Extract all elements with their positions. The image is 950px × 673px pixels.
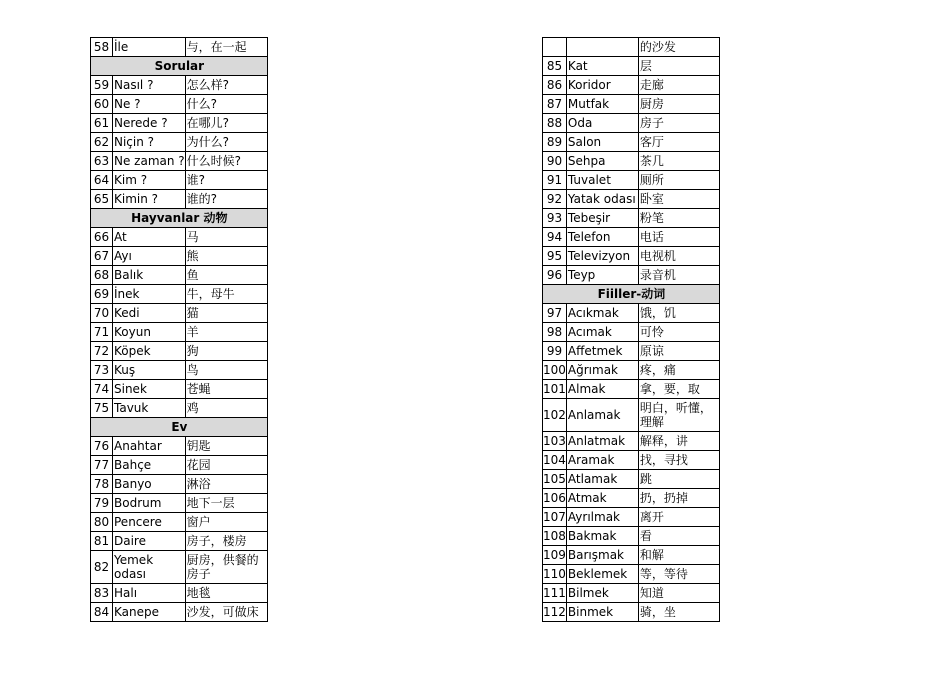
chinese-meaning-cell: 猫: [185, 304, 267, 323]
table-row: [91, 190, 268, 209]
row-number-cell: 88: [543, 114, 567, 133]
turkish-word-cell: Salon: [566, 133, 638, 152]
turkish-word-cell: Anlamak: [566, 399, 638, 432]
section-title: Fiiller-动词: [543, 285, 720, 304]
turkish-word-cell: Aramak: [566, 451, 638, 470]
table-row: [91, 532, 268, 551]
section-header-row: [91, 209, 268, 228]
chinese-meaning-cell: 窗户: [185, 513, 267, 532]
turkish-word-cell: Barışmak: [566, 546, 638, 565]
turkish-word-cell: Bahçe: [113, 456, 186, 475]
turkish-word-cell: İnek: [113, 285, 186, 304]
turkish-word-cell: Köpek: [113, 342, 186, 361]
turkish-word-cell: Kanepe: [113, 603, 186, 622]
chinese-meaning-cell: 厨房，供餐的房子: [185, 551, 267, 584]
turkish-word-cell: Ağrımak: [566, 361, 638, 380]
turkish-word-cell: Anlatmak: [566, 432, 638, 451]
chinese-meaning-cell: 原谅: [638, 342, 719, 361]
table-row: [91, 603, 268, 622]
table-row: [543, 247, 720, 266]
table-row: [91, 323, 268, 342]
row-number-cell: 68: [91, 266, 113, 285]
row-number-cell: 74: [91, 380, 113, 399]
row-number-cell: 101: [543, 380, 567, 399]
chinese-meaning-cell: 电话: [638, 228, 719, 247]
row-number-cell: 96: [543, 266, 567, 285]
turkish-word-cell: Nerede ?: [113, 114, 186, 133]
table-row: [91, 342, 268, 361]
turkish-word-cell: Sinek: [113, 380, 186, 399]
chinese-meaning-cell: 怎么样?: [185, 76, 267, 95]
row-number-cell: 64: [91, 171, 113, 190]
chinese-meaning-cell: 骑，坐: [638, 603, 719, 622]
chinese-meaning-cell: 在哪儿?: [185, 114, 267, 133]
turkish-word-cell: Mutfak: [566, 95, 638, 114]
row-number-cell: 58: [91, 38, 113, 57]
table-row: [543, 432, 720, 451]
turkish-word-cell: Anahtar: [113, 437, 186, 456]
table-row: [543, 361, 720, 380]
row-number-cell: 112: [543, 603, 567, 622]
row-number-cell: 63: [91, 152, 113, 171]
turkish-word-cell: Yatak odası: [566, 190, 638, 209]
row-number-cell: 93: [543, 209, 567, 228]
turkish-word-cell: Acımak: [566, 323, 638, 342]
row-number-cell: 65: [91, 190, 113, 209]
turkish-word-cell: Binmek: [566, 603, 638, 622]
table-row: [91, 247, 268, 266]
left-vocabulary-table: [90, 37, 268, 622]
row-number-cell: 73: [91, 361, 113, 380]
turkish-word-cell: Tavuk: [113, 399, 186, 418]
table-row: [91, 494, 268, 513]
row-number-cell: 69: [91, 285, 113, 304]
chinese-meaning-cell: 找，寻找: [638, 451, 719, 470]
chinese-meaning-cell: 疼，痛: [638, 361, 719, 380]
chinese-meaning-cell: 花园: [185, 456, 267, 475]
table-row: [543, 57, 720, 76]
row-number-cell: 76: [91, 437, 113, 456]
table-row: [543, 38, 720, 57]
chinese-meaning-cell: 谁的?: [185, 190, 267, 209]
chinese-meaning-cell: 粉笔: [638, 209, 719, 228]
turkish-word-cell: Ayı: [113, 247, 186, 266]
table-row: [543, 171, 720, 190]
row-number-cell: 59: [91, 76, 113, 95]
chinese-meaning-cell: 鱼: [185, 266, 267, 285]
table-row: [91, 285, 268, 304]
row-number-cell: 83: [91, 584, 113, 603]
turkish-word-cell: Ne ?: [113, 95, 186, 114]
row-number-cell: [543, 38, 567, 57]
table-row: [91, 171, 268, 190]
section-header-row: [91, 57, 268, 76]
chinese-meaning-cell: 明白，听懂，理解: [638, 399, 719, 432]
chinese-meaning-cell: 厕所: [638, 171, 719, 190]
chinese-meaning-cell: 房子，楼房: [185, 532, 267, 551]
chinese-meaning-cell: 和解: [638, 546, 719, 565]
chinese-meaning-cell: 谁?: [185, 171, 267, 190]
turkish-word-cell: At: [113, 228, 186, 247]
turkish-word-cell: Yemek odası: [113, 551, 186, 584]
chinese-meaning-cell: 房子: [638, 114, 719, 133]
turkish-word-cell: Teyp: [566, 266, 638, 285]
row-number-cell: 60: [91, 95, 113, 114]
row-number-cell: 66: [91, 228, 113, 247]
table-row: [91, 584, 268, 603]
row-number-cell: 109: [543, 546, 567, 565]
turkish-word-cell: Kedi: [113, 304, 186, 323]
chinese-meaning-cell: 地下一层: [185, 494, 267, 513]
table-row: [543, 266, 720, 285]
turkish-word-cell: Tuvalet: [566, 171, 638, 190]
table-row: [91, 228, 268, 247]
table-row: [543, 508, 720, 527]
row-number-cell: 107: [543, 508, 567, 527]
row-number-cell: 86: [543, 76, 567, 95]
chinese-meaning-cell: 离开: [638, 508, 719, 527]
table-row: [543, 209, 720, 228]
turkish-word-cell: Kuş: [113, 361, 186, 380]
table-row: [91, 114, 268, 133]
table-row: [543, 489, 720, 508]
table-row: [91, 361, 268, 380]
row-number-cell: 108: [543, 527, 567, 546]
chinese-meaning-cell: 等，等待: [638, 565, 719, 584]
row-number-cell: 90: [543, 152, 567, 171]
table-row: [91, 456, 268, 475]
chinese-meaning-cell: 厨房: [638, 95, 719, 114]
chinese-meaning-cell: 沙发，可做床: [185, 603, 267, 622]
row-number-cell: 72: [91, 342, 113, 361]
section-header-row: [543, 285, 720, 304]
row-number-cell: 80: [91, 513, 113, 532]
turkish-word-cell: Nasıl ?: [113, 76, 186, 95]
chinese-meaning-cell: 走廊: [638, 76, 719, 95]
turkish-word-cell: Pencere: [113, 513, 186, 532]
row-number-cell: 102: [543, 399, 567, 432]
table-row: [91, 266, 268, 285]
row-number-cell: 75: [91, 399, 113, 418]
row-number-cell: 92: [543, 190, 567, 209]
turkish-word-cell: Niçin ?: [113, 133, 186, 152]
section-header-row: [91, 418, 268, 437]
turkish-word-cell: [566, 38, 638, 57]
turkish-word-cell: Bilmek: [566, 584, 638, 603]
section-title: Hayvanlar 动物: [91, 209, 268, 228]
table-row: [91, 399, 268, 418]
turkish-word-cell: Kat: [566, 57, 638, 76]
row-number-cell: 81: [91, 532, 113, 551]
row-number-cell: 91: [543, 171, 567, 190]
chinese-meaning-cell: 淋浴: [185, 475, 267, 494]
turkish-word-cell: Affetmek: [566, 342, 638, 361]
table-row: [91, 152, 268, 171]
turkish-word-cell: Daire: [113, 532, 186, 551]
row-number-cell: 106: [543, 489, 567, 508]
table-row: [543, 304, 720, 323]
turkish-word-cell: Koyun: [113, 323, 186, 342]
chinese-meaning-cell: 什么时候?: [185, 152, 267, 171]
table-row: [543, 584, 720, 603]
turkish-word-cell: Kimin ?: [113, 190, 186, 209]
row-number-cell: 103: [543, 432, 567, 451]
chinese-meaning-cell: 扔，扔掉: [638, 489, 719, 508]
row-number-cell: 71: [91, 323, 113, 342]
table-row: [543, 470, 720, 489]
turkish-word-cell: Koridor: [566, 76, 638, 95]
table-row: [543, 527, 720, 546]
turkish-word-cell: Halı: [113, 584, 186, 603]
table-row: [91, 38, 268, 57]
table-row: [91, 304, 268, 323]
row-number-cell: 89: [543, 133, 567, 152]
table-row: [91, 76, 268, 95]
section-title: Sorular: [91, 57, 268, 76]
right-vocabulary-table: [542, 37, 720, 622]
table-row: [543, 380, 720, 399]
table-row: [543, 152, 720, 171]
turkish-word-cell: Banyo: [113, 475, 186, 494]
chinese-meaning-cell: 跳: [638, 470, 719, 489]
turkish-word-cell: Sehpa: [566, 152, 638, 171]
table-row: [543, 565, 720, 584]
chinese-meaning-cell: 钥匙: [185, 437, 267, 456]
row-number-cell: 111: [543, 584, 567, 603]
chinese-meaning-cell: 鸡: [185, 399, 267, 418]
table-row: [543, 546, 720, 565]
chinese-meaning-cell: 为什么?: [185, 133, 267, 152]
chinese-meaning-cell: 解释，讲: [638, 432, 719, 451]
turkish-word-cell: Atlamak: [566, 470, 638, 489]
chinese-meaning-cell: 的沙发: [638, 38, 719, 57]
left-table-body: [91, 38, 268, 622]
chinese-meaning-cell: 苍蝇: [185, 380, 267, 399]
table-row: [543, 114, 720, 133]
table-row: [543, 190, 720, 209]
turkish-word-cell: Telefon: [566, 228, 638, 247]
chinese-meaning-cell: 茶几: [638, 152, 719, 171]
row-number-cell: 85: [543, 57, 567, 76]
row-number-cell: 104: [543, 451, 567, 470]
turkish-word-cell: Atmak: [566, 489, 638, 508]
right-table-body: [543, 38, 720, 622]
section-title: Ev: [91, 418, 268, 437]
turkish-word-cell: Ne zaman ?: [113, 152, 186, 171]
chinese-meaning-cell: 层: [638, 57, 719, 76]
turkish-word-cell: Acıkmak: [566, 304, 638, 323]
table-row: [91, 95, 268, 114]
chinese-meaning-cell: 鸟: [185, 361, 267, 380]
table-row: [543, 76, 720, 95]
chinese-meaning-cell: 牛，母牛: [185, 285, 267, 304]
table-row: [91, 475, 268, 494]
turkish-word-cell: Kim ?: [113, 171, 186, 190]
row-number-cell: 97: [543, 304, 567, 323]
turkish-word-cell: Televizyon: [566, 247, 638, 266]
chinese-meaning-cell: 看: [638, 527, 719, 546]
table-row: [543, 228, 720, 247]
table-row: [543, 95, 720, 114]
table-row: [543, 451, 720, 470]
chinese-meaning-cell: 录音机: [638, 266, 719, 285]
turkish-word-cell: İle: [113, 38, 186, 57]
row-number-cell: 105: [543, 470, 567, 489]
turkish-word-cell: Oda: [566, 114, 638, 133]
row-number-cell: 99: [543, 342, 567, 361]
row-number-cell: 110: [543, 565, 567, 584]
row-number-cell: 77: [91, 456, 113, 475]
chinese-meaning-cell: 熊: [185, 247, 267, 266]
turkish-word-cell: Ayrılmak: [566, 508, 638, 527]
turkish-word-cell: Balık: [113, 266, 186, 285]
chinese-meaning-cell: 拿，要，取: [638, 380, 719, 399]
row-number-cell: 84: [91, 603, 113, 622]
row-number-cell: 61: [91, 114, 113, 133]
chinese-meaning-cell: 卧室: [638, 190, 719, 209]
table-row: [91, 513, 268, 532]
chinese-meaning-cell: 电视机: [638, 247, 719, 266]
table-row: [543, 342, 720, 361]
table-row: [91, 133, 268, 152]
chinese-meaning-cell: 什么?: [185, 95, 267, 114]
turkish-word-cell: Bakmak: [566, 527, 638, 546]
turkish-word-cell: Beklemek: [566, 565, 638, 584]
chinese-meaning-cell: 与，在一起: [185, 38, 267, 57]
table-row: [91, 551, 268, 584]
row-number-cell: 95: [543, 247, 567, 266]
chinese-meaning-cell: 客厅: [638, 133, 719, 152]
turkish-word-cell: Tebeşir: [566, 209, 638, 228]
table-row: [543, 133, 720, 152]
chinese-meaning-cell: 饿，饥: [638, 304, 719, 323]
row-number-cell: 100: [543, 361, 567, 380]
row-number-cell: 82: [91, 551, 113, 584]
table-row: [91, 380, 268, 399]
chinese-meaning-cell: 羊: [185, 323, 267, 342]
row-number-cell: 67: [91, 247, 113, 266]
row-number-cell: 94: [543, 228, 567, 247]
table-row: [543, 323, 720, 342]
row-number-cell: 62: [91, 133, 113, 152]
chinese-meaning-cell: 地毯: [185, 584, 267, 603]
turkish-word-cell: Bodrum: [113, 494, 186, 513]
chinese-meaning-cell: 马: [185, 228, 267, 247]
turkish-word-cell: Almak: [566, 380, 638, 399]
row-number-cell: 87: [543, 95, 567, 114]
row-number-cell: 79: [91, 494, 113, 513]
table-row: [543, 399, 720, 432]
row-number-cell: 78: [91, 475, 113, 494]
table-row: [543, 603, 720, 622]
row-number-cell: 70: [91, 304, 113, 323]
table-row: [91, 437, 268, 456]
chinese-meaning-cell: 可怜: [638, 323, 719, 342]
chinese-meaning-cell: 知道: [638, 584, 719, 603]
row-number-cell: 98: [543, 323, 567, 342]
chinese-meaning-cell: 狗: [185, 342, 267, 361]
